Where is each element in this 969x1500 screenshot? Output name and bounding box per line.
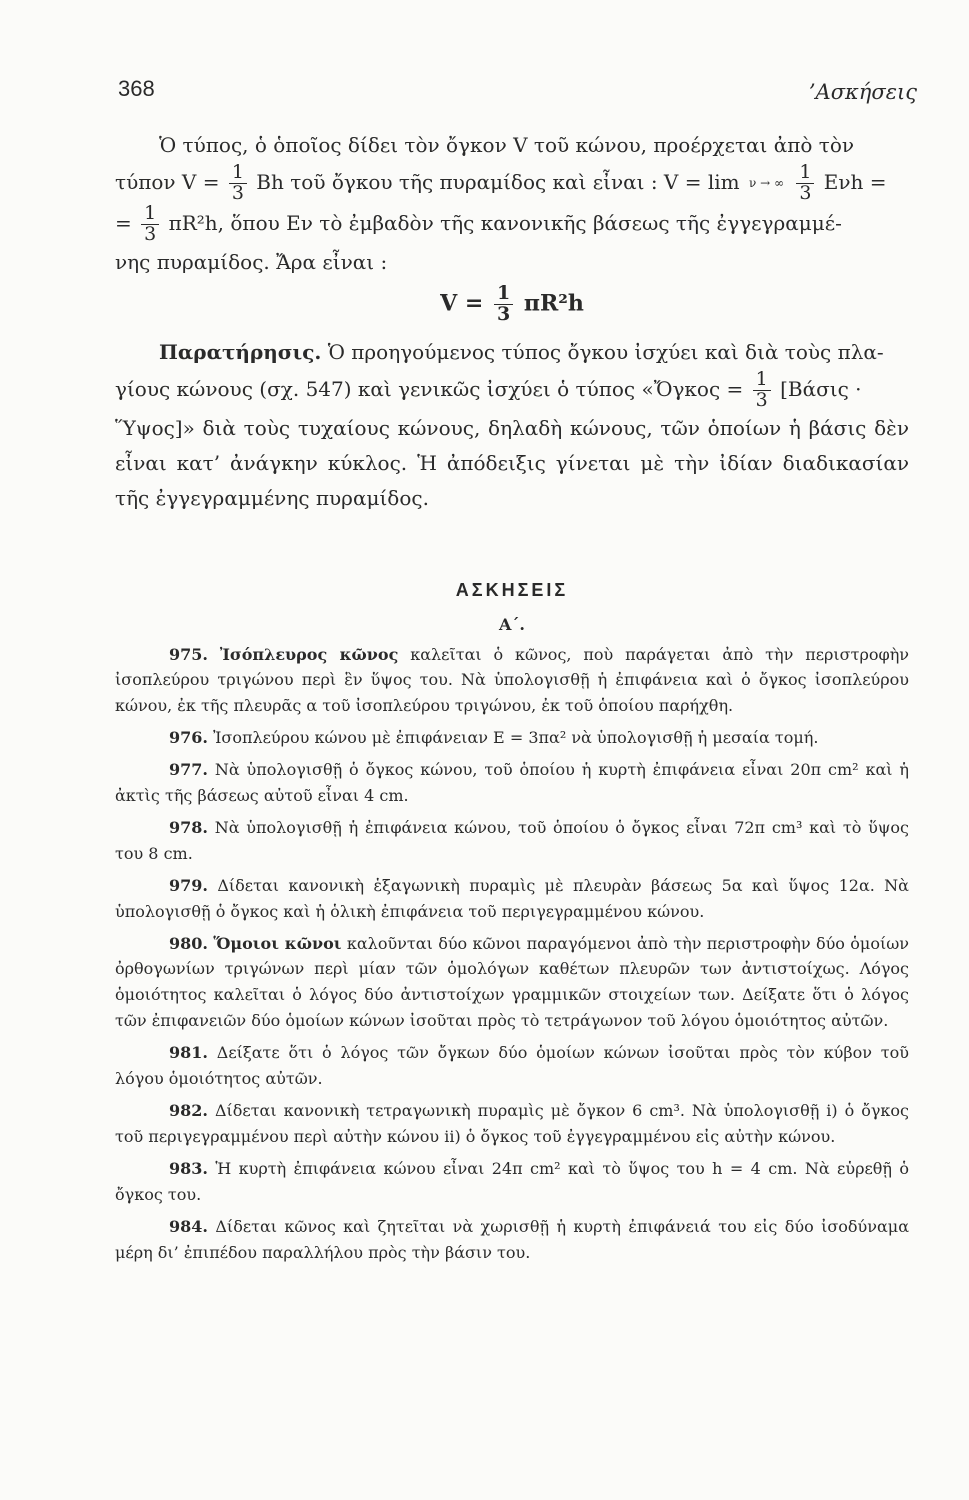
running-title: ’Ασκήσεις	[808, 80, 917, 104]
formula-line-3	[115, 201, 909, 245]
fraction-denominator: 3	[496, 302, 511, 325]
page-header	[118, 76, 917, 106]
exercise-975	[115, 642, 909, 720]
exercise-977	[115, 757, 909, 809]
text-span: Bh τοῦ ὄγκου τῆς πυραμίδος καὶ εἶναι : V = lim	[256, 169, 740, 194]
exercise-number: 981.	[169, 1043, 208, 1063]
fraction-denominator: 3	[231, 181, 244, 204]
exercise-text: Ἡ κυρτὴ ἐπιφάνεια κώνου εἶναι 24π cm² καὶ τὸ ὕψος του h = 4 cm. Νὰ εὑρεθῇ ὁ ὄγκος του.	[115, 1158, 910, 1204]
page-content	[115, 128, 909, 1271]
exercise-984	[115, 1214, 909, 1266]
text-span: =	[115, 210, 132, 235]
text-span: πR²h, ὅπου Eν τὸ ἐμβαδὸν τῆς κανονικῆς βάσεως τῆς ἐγγεγραμμέ-	[168, 210, 842, 235]
exercise-number: 983.	[169, 1158, 208, 1178]
remark-line-2	[115, 367, 909, 411]
exercise-text: Ἰσοπλεύρου κώνου μὲ ἐπιφάνειαν E = 3πα² νὰ ὑπολογισθῇ ἡ μεσαία τομή.	[213, 728, 819, 748]
exercise-978	[115, 815, 909, 867]
exercise-text: καλοῦνται δύο κῶνοι παραγόμενοι ἀπὸ τὴν περιστροφὴν δύο ὁμοίων ὀρθογωνίων τριγώνων περὶ μίαν τῶν ὁμολόγων καθέτων πλευρῶν των ἀντιστοίχως. Λόγος ὁμοιότητος καλεῖται ὁ λόγος δύο ἀντιστοίχων γραμμικῶν στοιχείων των. Δείξατε ὅτι ὁ λόγος τῶν ἐπιφανειῶν δύο ὁμοίων κώνων ἰσοῦται πρὸς τὸ τετράγωνον τοῦ λόγου ὁμοιότητος αὐτῶν.	[115, 933, 909, 1031]
limit-sub-label: ν → ∞	[748, 176, 784, 191]
fraction-denominator: 3	[799, 181, 812, 204]
paragraph-line-1: Ὁ τύπος, ὁ ὁποῖος δίδει τὸν ὄγκον V τοῦ κώνου, προέρχεται ἀπὸ τὸν	[159, 133, 855, 157]
subsection-title: Α΄.	[499, 614, 525, 634]
exercise-title: Ἰσόπλευρος κῶνος	[219, 644, 399, 664]
section-title: ΑΣΚΗΣΕΙΣ	[455, 579, 569, 600]
remark-line-1	[115, 335, 909, 370]
exercise-979	[115, 873, 909, 925]
fraction-numerator: 1	[753, 370, 771, 391]
formula-left: V =	[440, 290, 484, 317]
fraction-one-third	[753, 367, 771, 411]
text-span: τύπον V =	[115, 169, 220, 194]
exercise-number: 979.	[169, 875, 208, 895]
fraction-numerator: 1	[141, 204, 159, 225]
exercise-number: 978.	[169, 817, 208, 837]
paragraph-line-4: νης πυραμίδος. Ἄρα εἶναι :	[115, 249, 388, 274]
fraction-one-third	[796, 163, 814, 204]
exercise-list	[115, 642, 909, 1266]
fraction-denominator: 3	[144, 222, 157, 245]
exercise-980	[115, 931, 909, 1035]
exercise-title: Ὅμοιοι κῶνοι	[213, 933, 342, 953]
formula-line-2	[115, 163, 909, 204]
fraction-numerator: 1	[229, 163, 247, 184]
exercise-number: 982.	[169, 1101, 208, 1120]
page-number: 368	[118, 76, 155, 101]
exercise-text: Νὰ ὑπολογισθῇ ὁ ὄγκος κώνου, τοῦ ὁποίου ἡ κυρτὴ ἐπιφάνεια εἶναι 20π cm² καὶ ἡ ἀκτὶς τῆς βάσεως αὐτοῦ εἶναι 4 cm.	[115, 760, 909, 806]
exercise-976	[115, 725, 909, 751]
text-span: [Βάσις ·	[780, 376, 862, 401]
exercise-text: καλεῖται ὁ κῶνος, ποὺ παράγεται ἀπὸ τὴν περιστροφὴν ἰσοπλεύρου τριγώνου περὶ ἓν ὕψος του. Νὰ ὑπολογισθῇ ἡ ἐπιφάνεια καὶ ὁ ὄγκος ἰσοπλεύρου κώνου, ἐκ τῆς πλευρᾶς α τοῦ ἰσοπλεύρου τριγώνου, ἐκ τοῦ ὁποίου παρήχθη.	[115, 644, 910, 716]
exercise-number: 976.	[169, 728, 208, 748]
exercise-981	[115, 1040, 909, 1092]
fraction-one-third	[229, 163, 247, 204]
exercise-number: 977.	[169, 760, 208, 780]
fraction-one-third	[141, 201, 159, 245]
fraction-numerator: 1	[494, 284, 513, 305]
exercise-982	[115, 1098, 909, 1150]
exercise-text: Δείξατε ὅτι ὁ λόγος τῶν ὄγκων δύο ὁμοίων κώνων ἰσοῦται πρὸς τὸν κύβον τοῦ λόγου ὁμοιότητος αὐτῶν.	[115, 1043, 909, 1089]
volume-formula	[115, 281, 909, 325]
formula-right: πR²h	[523, 290, 584, 317]
text-span: Eνh =	[823, 169, 887, 194]
fraction-one-third	[494, 281, 513, 325]
exercise-text: Δίδεται κῶνος καὶ ζητεῖται νὰ χωρισθῇ ἡ κυρτὴ ἐπιφάνειά του εἰς δύο ἰσοδύναμα μέρη δι’ ἐπιπέδου παραλλήλου πρὸς τὴν βάσιν του.	[115, 1216, 909, 1262]
fraction-numerator: 1	[796, 163, 814, 184]
remark-paragraph: Ὕψος]» διὰ τοὺς τυχαίους κώνους, δηλαδὴ κώνους, τῶν ὁποίων ἡ βάσις δὲν εἶναι κατ’ ἀνάγκην κύκλος. Ἡ ἀπόδειξις γίνεται μὲ τὴν ἰδίαν διαδικασίαν τῆς ἐγγεγραμμένης πυραμίδος.	[115, 415, 909, 510]
exercise-983	[115, 1156, 909, 1208]
exercise-number: 984.	[169, 1216, 208, 1236]
exercise-text: Νὰ ὑπολογισθῇ ἡ ἐπιφάνεια κώνου, τοῦ ὁποίου ὁ ὄγκος εἶναι 72π cm³ καὶ τὸ ὕψος του 8 cm.	[115, 817, 909, 863]
exercise-number: 980.	[169, 933, 208, 953]
remark-label: Παρατήρησις.	[159, 339, 322, 364]
limit-subscript	[749, 177, 784, 189]
exercise-text: Δίδεται κανονικὴ τετραγωνικὴ πυραμὶς μὲ ὄγκον 6 cm³. Νὰ ὑπολογισθῇ i) ὁ ὄγκος τοῦ περιγεγραμμένου περὶ αὐτὴν κώνου ii) ὁ ὄγκος τοῦ ἐγγεγραμμένου εἰς αὐτὴν κώνου.	[115, 1101, 909, 1146]
fraction-denominator: 3	[755, 388, 768, 411]
text-span: γίους κώνους (σχ. 547) καὶ γενικῶς ἰσχύει ὁ τύπος «Ὄγκος =	[115, 376, 744, 401]
exercise-text: Δίδεται κανονικὴ ἑξαγωνικὴ πυραμὶς μὲ πλευρὰν βάσεως 5α καὶ ὕψος 12α. Νὰ ὑπολογισθῇ ὁ ὄγκος καὶ ἡ ὁλικὴ ἐπιφάνεια τοῦ περιγεγραμμένου κώνου.	[115, 875, 909, 921]
exercise-number: 975.	[169, 644, 208, 664]
remark-text: Ὁ προηγούμενος τύπος ὄγκου ἰσχύει καὶ διὰ τοὺς πλα-	[327, 339, 884, 364]
